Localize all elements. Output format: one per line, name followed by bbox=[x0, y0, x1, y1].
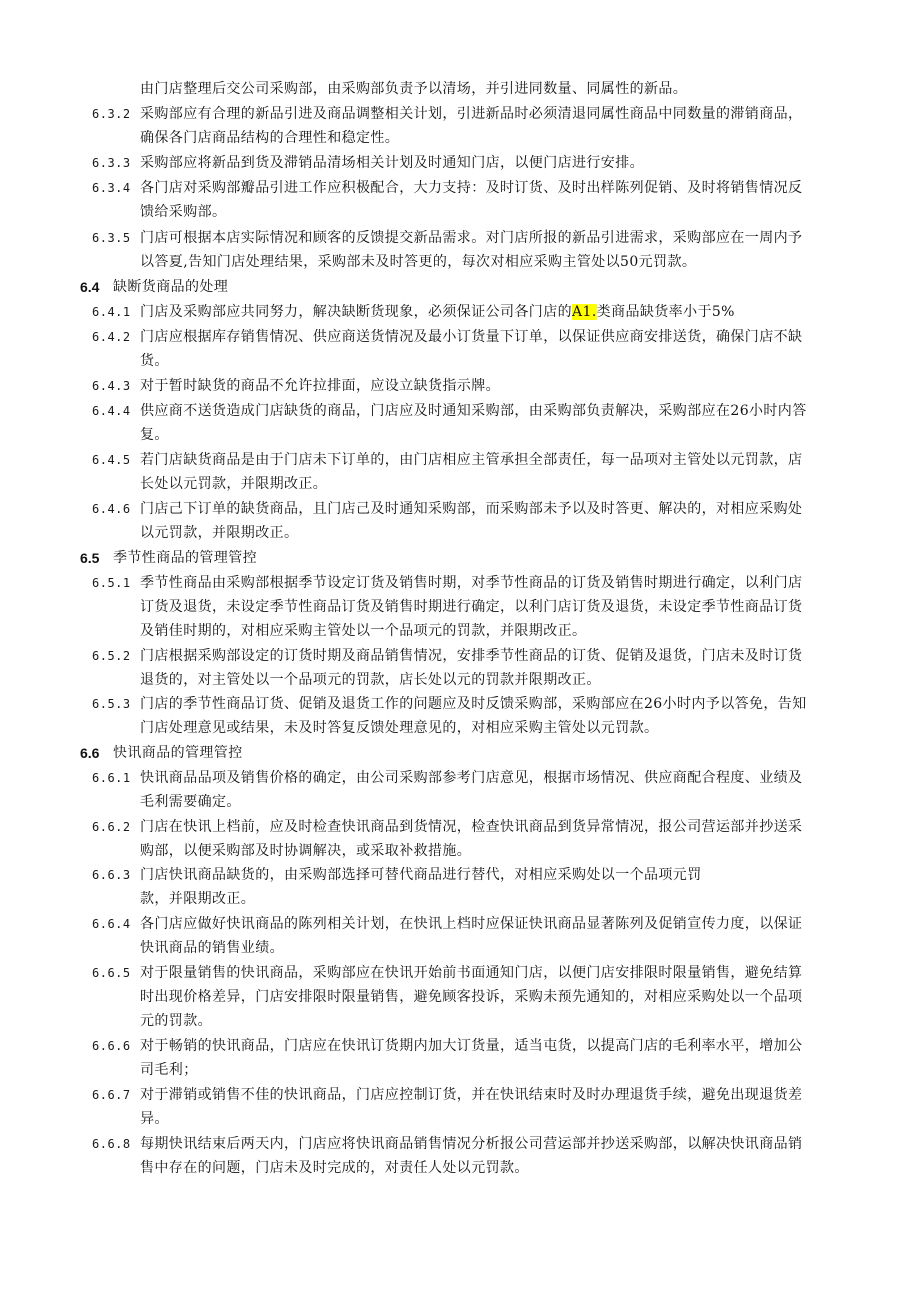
clause-number-6-6-1: 6.6.1 bbox=[92, 771, 131, 785]
section-title-6-4: 缺断货商品的处理 bbox=[113, 279, 229, 295]
clause-number-6-6-7: 6.6.7 bbox=[92, 1088, 131, 1102]
clause-number-6-3-4: 6.3.4 bbox=[92, 181, 131, 195]
clause-text-6-6-2: 购部，以便采购部及时协调解决，或采取补救措施。 bbox=[140, 843, 472, 859]
clause-text-6-6-5: 对于限量销售的快讯商品，采购部应在快讯开始前书面通知门店，以便门店安排限时限量销售，避免结算 bbox=[140, 965, 803, 981]
clause-text-6-5-2: 门店根据采购部设定的订货时期及商品销售情况，安排季节性商品的订货、促销及退货，门店未及时订货 bbox=[140, 648, 803, 664]
clause-text-6-5-2: 退货的，对主管处以一个品项元的罚款，店长处以元的罚款并限期改正。 bbox=[140, 672, 601, 688]
clause-text-6-4-5: 长处以元罚款，并限期改正。 bbox=[140, 476, 328, 492]
clause-number-6-5-2: 6.5.2 bbox=[92, 649, 131, 663]
clause-number-6-6-3: 6.6.3 bbox=[92, 868, 131, 882]
clause-number-6-6-2: 6.6.2 bbox=[92, 820, 131, 834]
clause-text-6-6-1: 毛利需要确定。 bbox=[140, 794, 241, 810]
clause-number-6-6-8: 6.6.8 bbox=[92, 1137, 131, 1151]
clause-text-6-6-5: 元的罚款。 bbox=[140, 1013, 212, 1029]
clause-text-6-4-1-after: 类商品缺货率小于5% bbox=[596, 304, 735, 320]
clause-text-6-3-2: 采购部应有合理的新品引进及商品调整相关计划，引进新品时必须清退同属性商品中同数量的滞销商品， bbox=[140, 106, 803, 122]
clause-number-6-4-6: 6.4.6 bbox=[92, 502, 131, 516]
clause-text-6-3-2: 确保各门店商品结构的合理性和稳定性。 bbox=[140, 130, 400, 146]
clause-number-6-6-4: 6.6.4 bbox=[92, 917, 131, 931]
clause-number-6-4-5: 6.4.5 bbox=[92, 453, 131, 467]
clause-number-6-4-2: 6.4.2 bbox=[92, 330, 131, 344]
clause-text-6-6-7: 异。 bbox=[140, 1111, 169, 1127]
clause-text-6-4-4: 供应商不送货造成门店缺货的商品，门店应及时通知采购部，由采购部负责解决，采购部应在26小时内答 bbox=[140, 403, 807, 419]
clause-text-6-6-4: 快讯商品的销售业绩。 bbox=[140, 940, 284, 956]
clause-text-6-5-3: 门店的季节性商品订货、促销及退货工作的问题应及时反馈采购部，采购部应在26小时内予以答免，告知 bbox=[140, 696, 807, 712]
clause-text-6-5-3: 门店处理意见或结果，未及时答复反馈处理意见的，对相应采购主管处以元罚款。 bbox=[140, 720, 659, 736]
clause-text-6-6-5: 时出现价格差异，门店安排限时限量销售，避免顾客投诉，采购未预先通知的，对相应采购处以一个品项 bbox=[140, 989, 803, 1005]
clause-text-6-4-3: 对于暂时缺货的商品不允许拉排面，应设立缺货指示牌。 bbox=[140, 378, 500, 394]
clause-text-6-4-5: 若门店缺货商品是由于门店未下订单的，由门店相应主管承担全部责任，每一品项对主管处以元罚款，店 bbox=[140, 452, 803, 468]
clause-text-6-6-7: 对于滞销或销售不佳的快讯商品，门店应控制订货，并在快讯结束时及时办理退货手续，避免出现退货差 bbox=[140, 1087, 803, 1103]
clause-text-6-6-2: 门店在快讯上档前，应及时检查快讯商品到货情况，检查快讯商品到货异常情况，报公司营运部并抄送采 bbox=[140, 819, 803, 835]
section-number-6-4: 6.4 bbox=[80, 279, 100, 295]
section-title-6-5: 季节性商品的管理管控 bbox=[113, 550, 257, 566]
clause-text-6-4-6: 门店己下订单的缺货商品，且门店己及时通知采购部，而采购部未予以及时答更、解决的，对相应采购处 bbox=[140, 501, 803, 517]
clause-number-6-6-6: 6.6.6 bbox=[92, 1039, 131, 1053]
clause-text-6-3-5: 门店可根据本店实际情况和顾客的反馈提交新品需求。对门店所报的新品引进需求，采购部应在一周内予 bbox=[140, 230, 803, 246]
continuation-text: 由门店整理后交公司采购部，由采购部负责予以清场，并引进同数量、同属性的新品。 bbox=[140, 81, 688, 97]
clause-text-6-6-3: 款，并限期改正。 bbox=[140, 891, 256, 907]
clause-text-6-4-4: 复。 bbox=[140, 427, 169, 443]
clause-number-6-3-2: 6.3.2 bbox=[92, 107, 131, 121]
clause-number-6-4-1: 6.4.1 bbox=[92, 305, 131, 319]
clause-number-6-5-3: 6.5.3 bbox=[92, 697, 131, 711]
section-title-6-6: 快讯商品的管理管控 bbox=[113, 745, 243, 761]
clause-number-6-4-3: 6.4.3 bbox=[92, 379, 131, 393]
clause-number-6-3-3: 6.3.3 bbox=[92, 156, 131, 170]
highlighted-text: A1. bbox=[572, 304, 597, 320]
clause-text-6-4-2: 门店应根据库存销售情况、供应商送货情况及最小订货量下订单，以保证供应商安排送货，确保门店不缺 bbox=[140, 329, 803, 345]
clause-text-6-6-8: 每期快讯结束后两天内，门店应将快讯商品销售情况分析报公司营运部并抄送采购部，以解决快讯商品销 bbox=[140, 1136, 803, 1152]
clause-text-6-6-1: 快讯商品品项及销售价格的确定，由公司采购部参考门店意见，根据市场情况、供应商配合程度、业绩及 bbox=[140, 770, 803, 786]
clause-text-6-5-1: 季节性商品由采购部根据季节设定订货及销售时期，对季节性商品的订货及销售时期进行确定，以利门店 bbox=[140, 575, 803, 591]
clause-text-6-3-4: 馈给采购部。 bbox=[140, 204, 227, 220]
clause-text-6-6-6: 司毛利； bbox=[140, 1062, 198, 1078]
clause-text-6-3-4: 各门店对采购部瓣品引进工作应积极配合，大力支持：及时订货、及时出样陈列促销、及时将销售情况反 bbox=[140, 180, 803, 196]
clause-text-6-4-1-before: 门店及采购部应共同努力，解决缺断货现象，必须保证公司各门店的 bbox=[140, 304, 572, 320]
clause-text-6-5-1: 订货及退货，未设定季节性商品订货及销售时期进行确定，以利门店订货及退货，未设定季节性商品订货 bbox=[140, 599, 803, 615]
clause-text-6-6-8: 售中存在的问题，门店未及时完成的，对责任人处以元罚款。 bbox=[140, 1160, 529, 1176]
clause-text-6-6-3: 门店快讯商品缺货的，由采购部选择可替代商品进行替代，对相应采购处以一个品项元罚 bbox=[140, 867, 702, 883]
clause-number-6-3-5: 6.3.5 bbox=[92, 231, 131, 245]
clause-text-6-5-1: 及销佳时期的，对相应采购主管处以一个品项元的罚款，并限期改正。 bbox=[140, 623, 587, 639]
clause-number-6-6-5: 6.6.5 bbox=[92, 966, 131, 980]
clause-text-6-3-3: 采购部应将新品到货及滞销品清场相关计划及时通知门店，以便门店进行安排。 bbox=[140, 155, 644, 171]
clause-number-6-4-4: 6.4.4 bbox=[92, 404, 131, 418]
clause-text-6-6-4: 各门店应做好快讯商品的陈列相关计划，在快讯上档时应保证快讯商品显著陈列及促销宣传力度，以保证 bbox=[140, 916, 803, 932]
section-number-6-5: 6.5 bbox=[80, 550, 100, 566]
clause-text-6-3-5: 以答夏,告知门店处理结果，采购部未及时答更的，每次对相应采购主管处以50元罚款。 bbox=[140, 254, 697, 270]
section-number-6-6: 6.6 bbox=[80, 745, 100, 761]
clause-text-6-4-6: 以元罚款，并限期改正。 bbox=[140, 525, 299, 541]
clause-text-6-6-6: 对于畅销的快讯商品，门店应在快讯订货期内加大订货量，适当屯货，以提高门店的毛利率水平，增加公 bbox=[140, 1038, 803, 1054]
clause-text-6-4-2: 货。 bbox=[140, 353, 169, 369]
clause-text-6-4-1 bbox=[140, 302, 735, 322]
clause-number-6-5-1: 6.5.1 bbox=[92, 576, 131, 590]
